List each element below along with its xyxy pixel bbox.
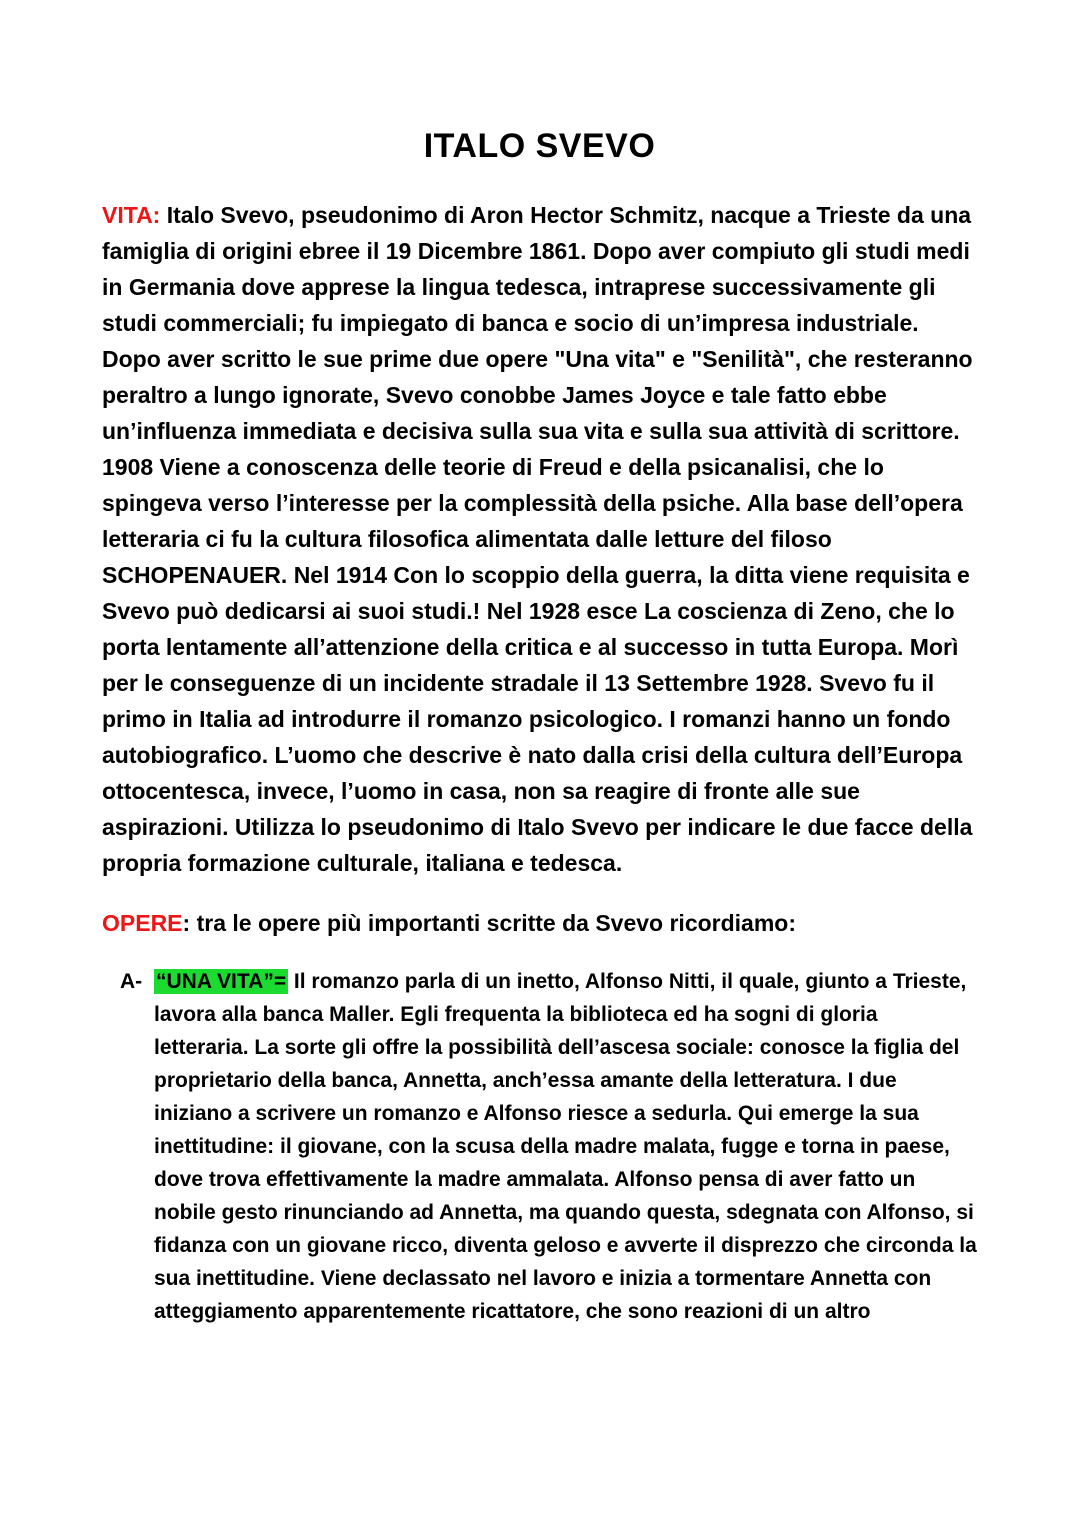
vita-paragraph — [102, 197, 977, 881]
work-item-text: Il romanzo parla di un inetto, Alfonso Nitti, il quale, giunto a Trieste, lavora alla banca Maller. Egli frequenta la biblioteca ed ha sogni di gloria letteraria. La sorte gli offre la possibilità dell’ascesa sociale: conosce la figlia del proprietario della banca, Annetta, anch’essa amante della letteratura. I due iniziano a scrivere un romanzo e Alfonso riesce a sedurla. Qui emerge la sua inettitudine: il giovane, con la scusa della madre malata, fugge e torna in paese, dove trova effettivamente la madre ammalata. Alfonso pensa di aver fatto un nobile gesto rinunciando ad Annetta, ma quando questa, sdegnata con Alfonso, si fidanza con un giovane ricco, diventa geloso e avverte il disprezzo che circonda la sua inettitudine. Viene declassato nel lavoro e inizia a tormentare Annetta con atteggiamento apparentemente ricattatore, che sono reazioni di un altro — [154, 969, 983, 1323]
work-item-una-vita — [102, 965, 983, 1328]
vita-text: Italo Svevo, pseudonimo di Aron Hector Schmitz, nacque a Trieste da una famiglia di origini ebree il 19 Dicembre 1861. Dopo aver compiuto gli studi medi in Germania dove apprese la lingua tedesca, intraprese successivamente gli studi commerciali; fu impiegato di banca e socio di un’impresa industriale. Dopo aver scritto le sue prime due opere "Una vita" e "Senilità", che resteranno peraltro a lungo ignorate, Svevo conobbe James Joyce e tale fatto ebbe un’influenza immediata e decisiva sulla sua vita e sulla sua attività di scrittore. 1908 Viene a conoscenza delle teorie di Freud e della psicanalisi, che lo spingeva verso l’interesse per la complessità della psiche. Alla base dell’opera letteraria ci fu la cultura filosofica alimentata dalle letture del filoso SCHOPENAUER. Nel 1914 Con lo scoppio della guerra, la ditta viene requisita e Svevo può dedicarsi ai suoi studi.! Nel 1928 esce La coscienza di Zeno, che lo porta lentamente all’attenzione della critica e al successo in tutta Europa. Morì per le conseguenze di un incidente stradale il 13 Settembre 1928. Svevo fu il primo in Italia ad introdurre il romanzo psicologico. I romanzi hanno un fondo autobiografico. L’uomo che descrive è nato dalla crisi della cultura dell’Europa ottocentesca, invece, l’uomo in casa, non sa reagire di fronte alle sue aspirazioni. Utilizza lo pseudonimo di Italo Svevo per indicare le due facce della propria formazione culturale, italiana e tedesca. — [102, 201, 979, 876]
vita-label: VITA: — [102, 201, 161, 228]
works-list — [102, 965, 983, 1328]
opere-text: : tra le opere più importanti scritte da Svevo ricordiamo: — [182, 909, 797, 936]
work-item-highlighted-title: “UNA VITA”= — [156, 969, 287, 993]
opere-label: OPERE — [102, 909, 183, 936]
opere-paragraph — [102, 905, 977, 941]
work-item-body — [154, 965, 983, 1328]
work-item-marker: A- — [120, 969, 143, 993]
page-title: ITALO SVEVO — [423, 127, 656, 165]
